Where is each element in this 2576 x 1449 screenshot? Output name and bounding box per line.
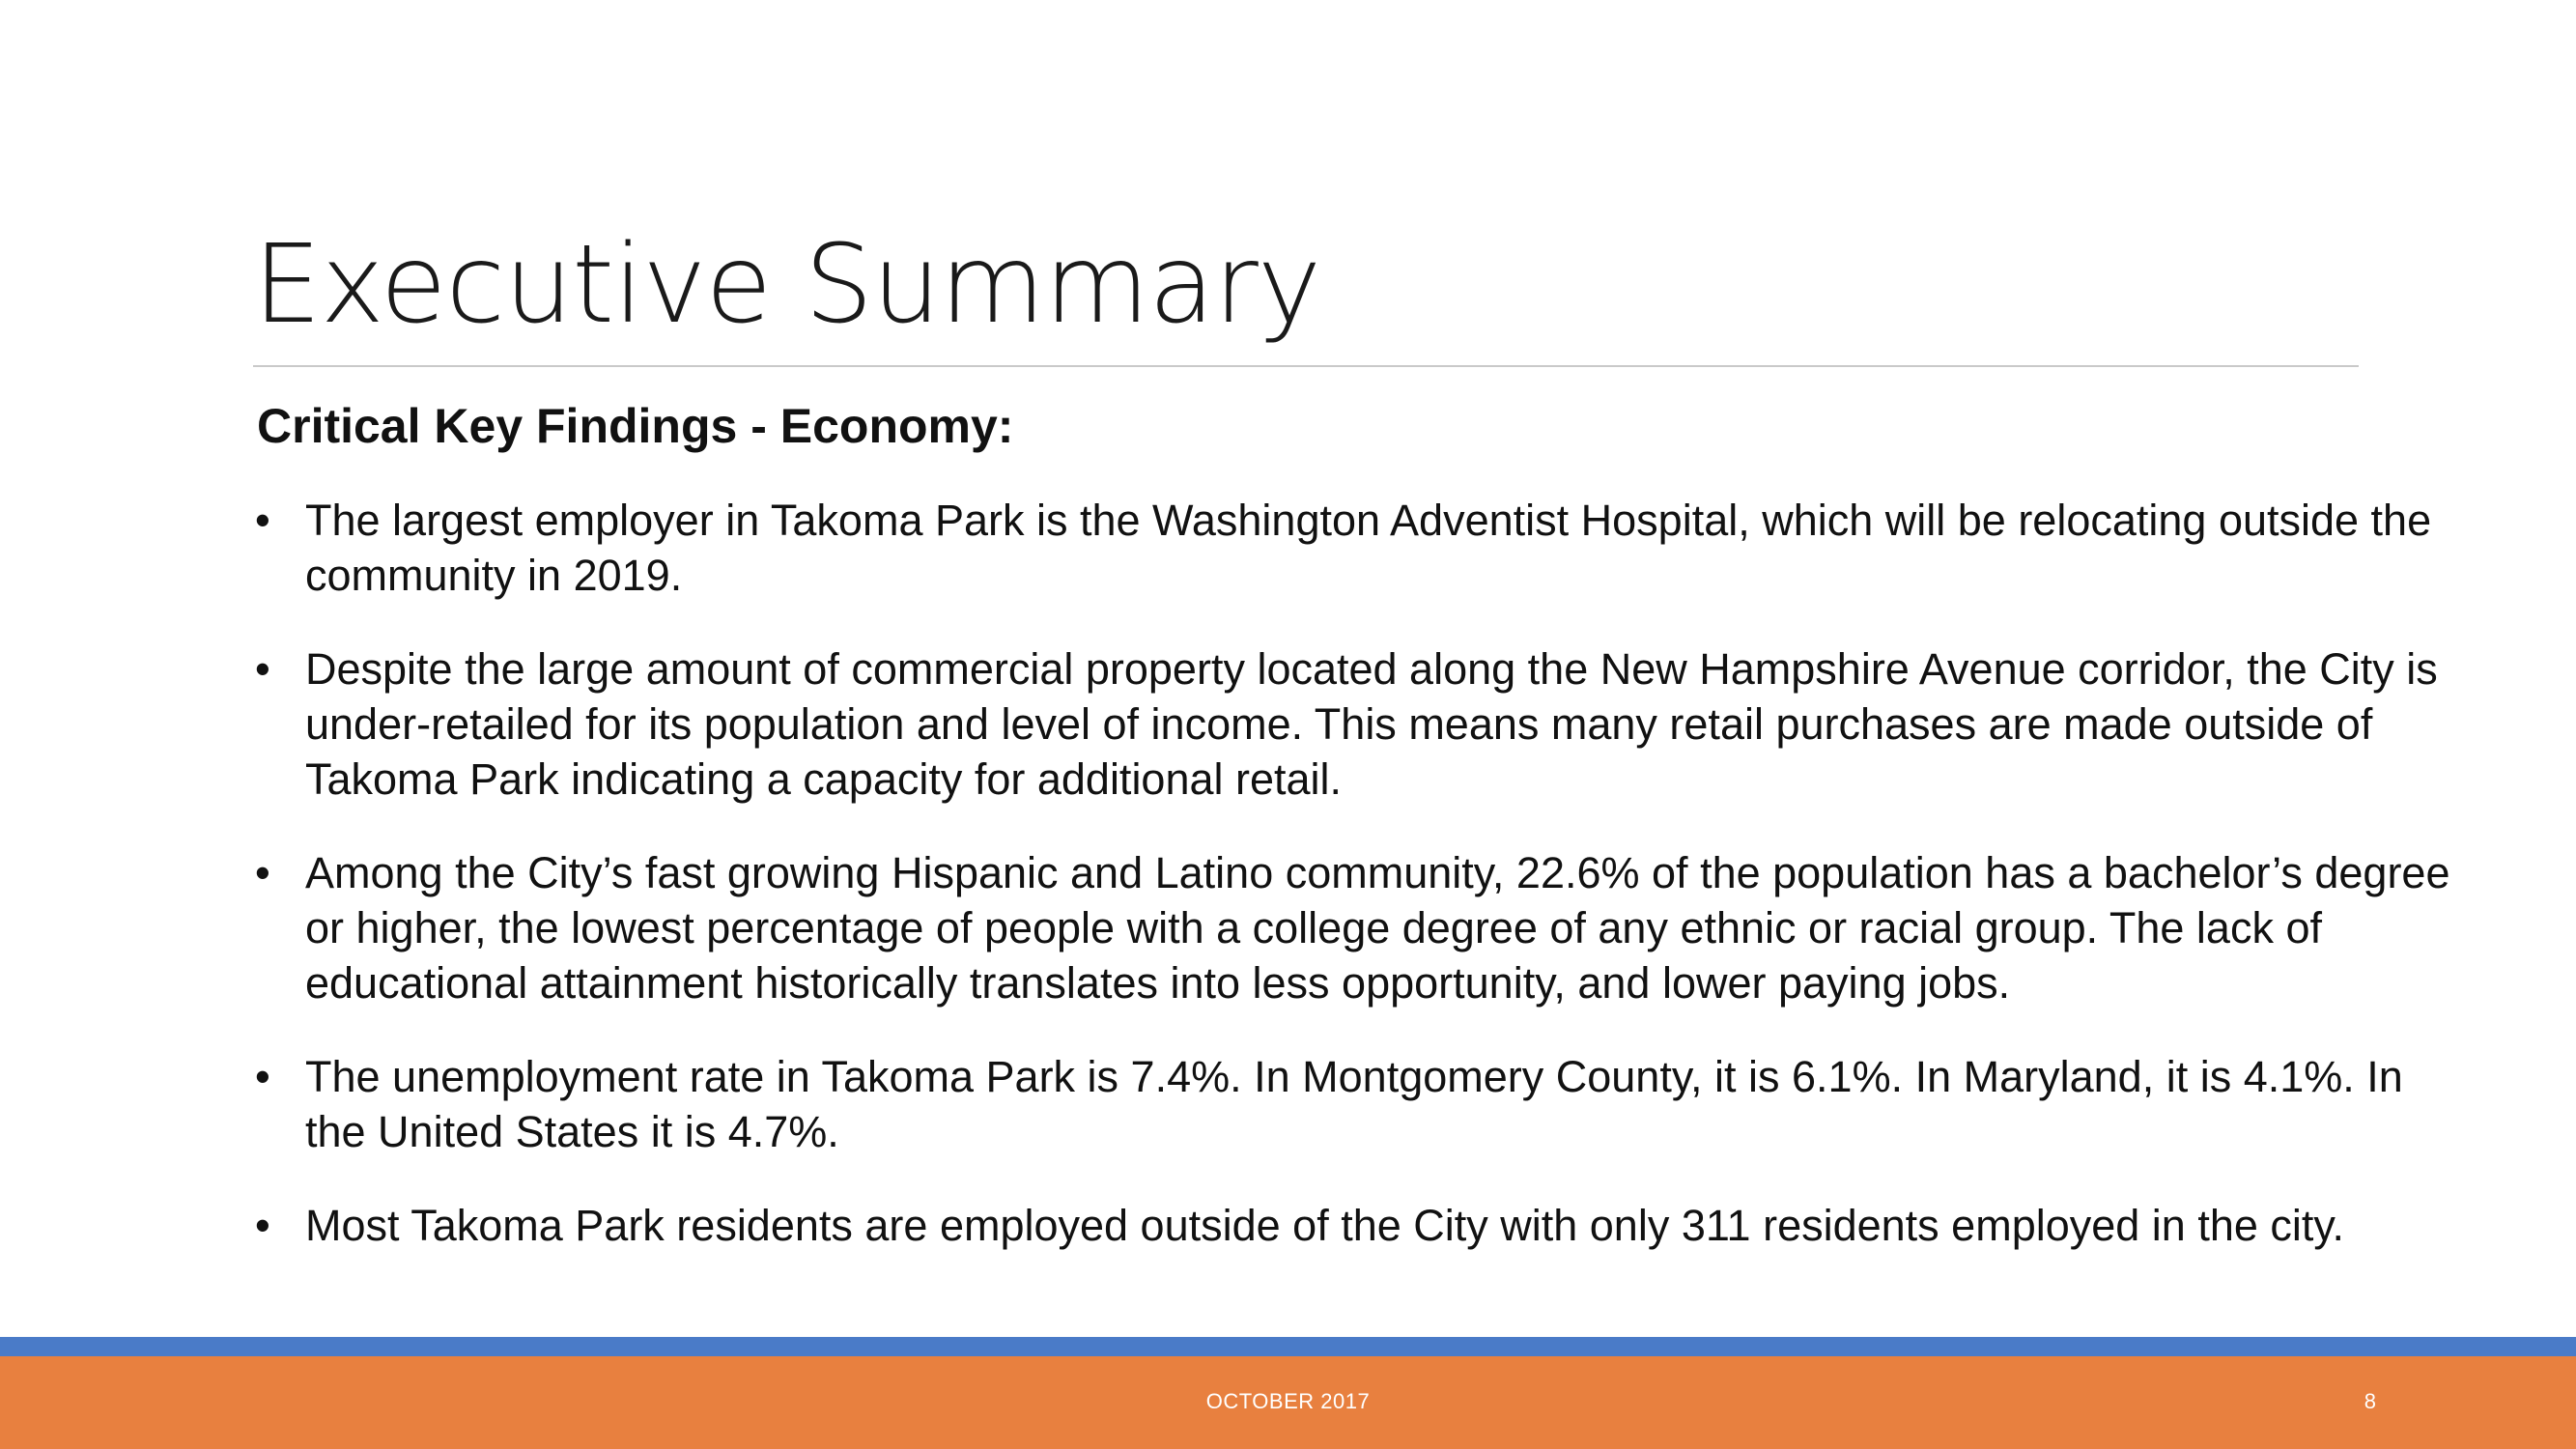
findings-list	[253, 493, 2475, 1292]
finding-text: The largest employer in Takoma Park is the Washington Adventist Hospital, which will be relocating outside the community in 2019.	[305, 496, 2432, 600]
finding-item	[253, 1049, 2475, 1159]
bullet-icon: •	[255, 848, 270, 897]
finding-text: Despite the large amount of commercial property located along the New Hampshire Avenue corridor, the City is under-retailed for its population and level of income. This means many retail purchases are made outside of Takoma Park indicating a capacity for additional retail.	[305, 644, 2438, 804]
bullet-icon: •	[255, 496, 270, 545]
bullet-icon: •	[255, 1052, 270, 1101]
slide-title: Executive Summary	[253, 222, 1321, 348]
finding-item	[253, 1198, 2475, 1253]
bullet-icon: •	[255, 1201, 270, 1250]
finding-item	[253, 641, 2475, 807]
bullet-icon: •	[255, 644, 270, 694]
finding-text: Among the City’s fast growing Hispanic and Latino community, 22.6% of the population has a bachelor’s degree or higher, the lowest percentage of people with a college degree of any ethnic or racial group. The lack of educational attainment historically translates into less opportunity, and lower paying jobs.	[305, 848, 2450, 1008]
finding-item	[253, 493, 2475, 603]
page-number: 8	[2364, 1389, 2376, 1413]
section-subtitle: Critical Key Findings - Economy:	[257, 399, 1014, 453]
finding-item	[253, 845, 2475, 1010]
footer-accent-bar	[0, 1337, 2576, 1356]
finding-text: The unemployment rate in Takoma Park is 7.4%. In Montgomery County, it is 6.1%. In Maryland, it is 4.1%. In the United States it is 4.7%.	[305, 1052, 2403, 1156]
footer-date: OCTOBER 2017	[1205, 1389, 1371, 1413]
title-divider	[253, 365, 2359, 367]
finding-text: Most Takoma Park residents are employed outside of the City with only 311 residents employed in the city.	[305, 1201, 2345, 1250]
